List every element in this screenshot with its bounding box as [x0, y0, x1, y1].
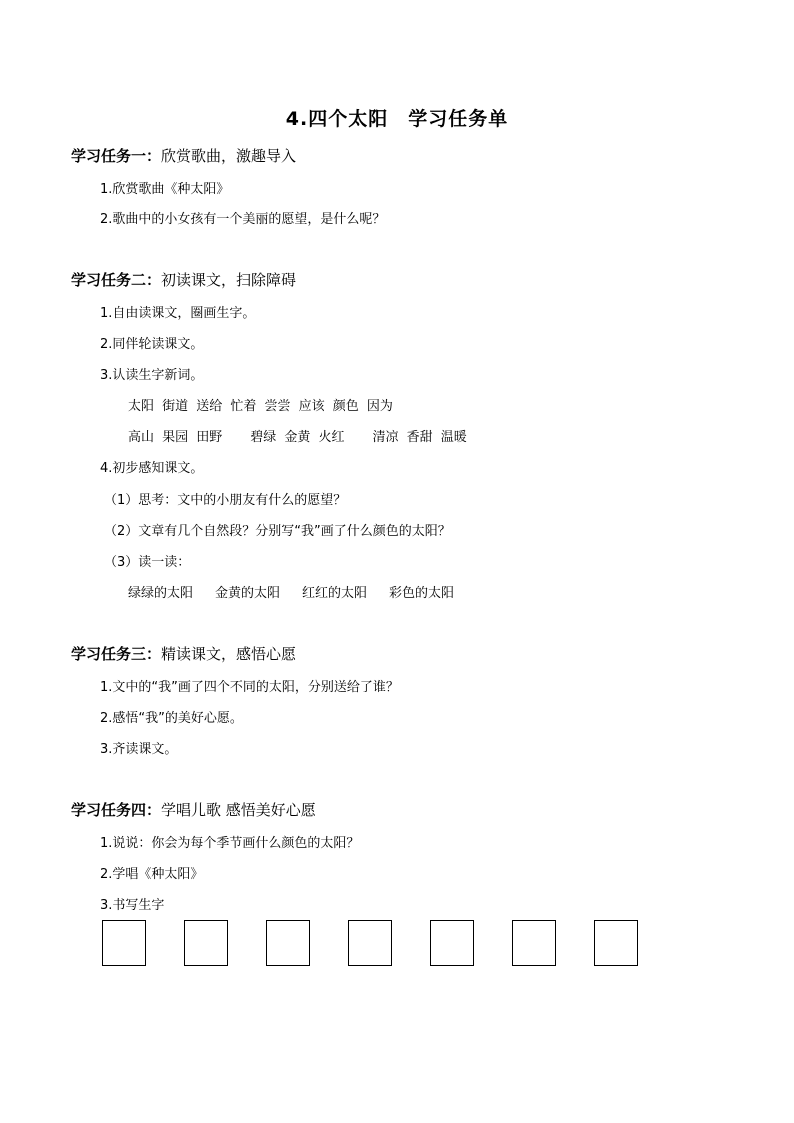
- word-group-1: 高山 果园 田野: [128, 430, 223, 445]
- read-word-1: 绿绿的太阳: [128, 586, 194, 601]
- task2-item-4: 4.初步感知课文。: [100, 461, 204, 476]
- read-word-4: 彩色的太阳: [389, 586, 455, 601]
- read-words-row: [128, 582, 454, 601]
- task3-item-1: 1.文中的“我”画了四个不同的太阳，分别送给了谁？: [100, 680, 399, 695]
- task1-item-2: 2.歌曲中的小女孩有一个美丽的愿望，是什么呢？: [100, 212, 386, 227]
- writing-box[interactable]: [512, 920, 556, 966]
- task2-item-2: 2.同伴轮读课文。: [100, 337, 204, 352]
- task2-heading-text: 初读课文，扫除障碍: [161, 271, 297, 289]
- task1-label: 学习任务一：: [71, 147, 162, 165]
- task2-sub-3: （3）读一读：: [104, 555, 191, 570]
- task2-item-1: 1.自由读课文，圈画生字。: [100, 306, 256, 321]
- read-word-3: 红红的太阳: [302, 586, 368, 601]
- task4-item-1: 1.说说：你会为每个季节画什么颜色的太阳？: [100, 836, 360, 851]
- task3-heading-text: 精读课文，感悟心愿: [161, 645, 297, 663]
- task1-item-1: 1.欣赏歌曲《种太阳》: [100, 182, 230, 197]
- task2-item-3: 3.认读生字新词。: [100, 368, 204, 383]
- task1-heading-text: 欣赏歌曲，激趣导入: [161, 147, 297, 165]
- writing-box[interactable]: [184, 920, 228, 966]
- task3-heading: [71, 643, 296, 664]
- task2-heading: [71, 269, 296, 290]
- task3-item-3: 3.齐读课文。: [100, 742, 178, 757]
- task3-item-2: 2.感悟“我”的美好心愿。: [100, 711, 243, 726]
- writing-box[interactable]: [348, 920, 392, 966]
- task1-heading: [71, 145, 296, 166]
- task2-label: 学习任务二：: [71, 271, 162, 289]
- task2-sub-2: （2）文章有几个自然段？分别写“我”画了什么颜色的太阳？: [104, 524, 451, 539]
- task2-sub-1: （1）思考：文中的小朋友有什么的愿望？: [104, 493, 347, 508]
- task4-heading: [71, 799, 316, 820]
- word-group-3: 清凉 香甜 温暖: [372, 430, 467, 445]
- task4-label: 学习任务四：: [71, 801, 162, 819]
- task4-heading-text: 学唱儿歌 感悟美好心愿: [161, 801, 316, 819]
- page-title: 4.四个太阳 学习任务单: [285, 108, 509, 130]
- word-list-row-1: 太阳 街道 送给 忙着 尝尝 应该 颜色 因为: [128, 399, 393, 414]
- writing-box[interactable]: [102, 920, 146, 966]
- word-list-row-2: [128, 426, 467, 445]
- writing-box[interactable]: [266, 920, 310, 966]
- task3-label: 学习任务三：: [71, 645, 162, 663]
- word-group-2: 碧绿 金黄 火红: [250, 430, 345, 445]
- read-word-2: 金黄的太阳: [215, 586, 281, 601]
- task4-item-2: 2.学唱《种太阳》: [100, 867, 204, 882]
- writing-box[interactable]: [430, 920, 474, 966]
- task4-item-3: 3.书写生字: [100, 898, 165, 913]
- writing-box[interactable]: [594, 920, 638, 966]
